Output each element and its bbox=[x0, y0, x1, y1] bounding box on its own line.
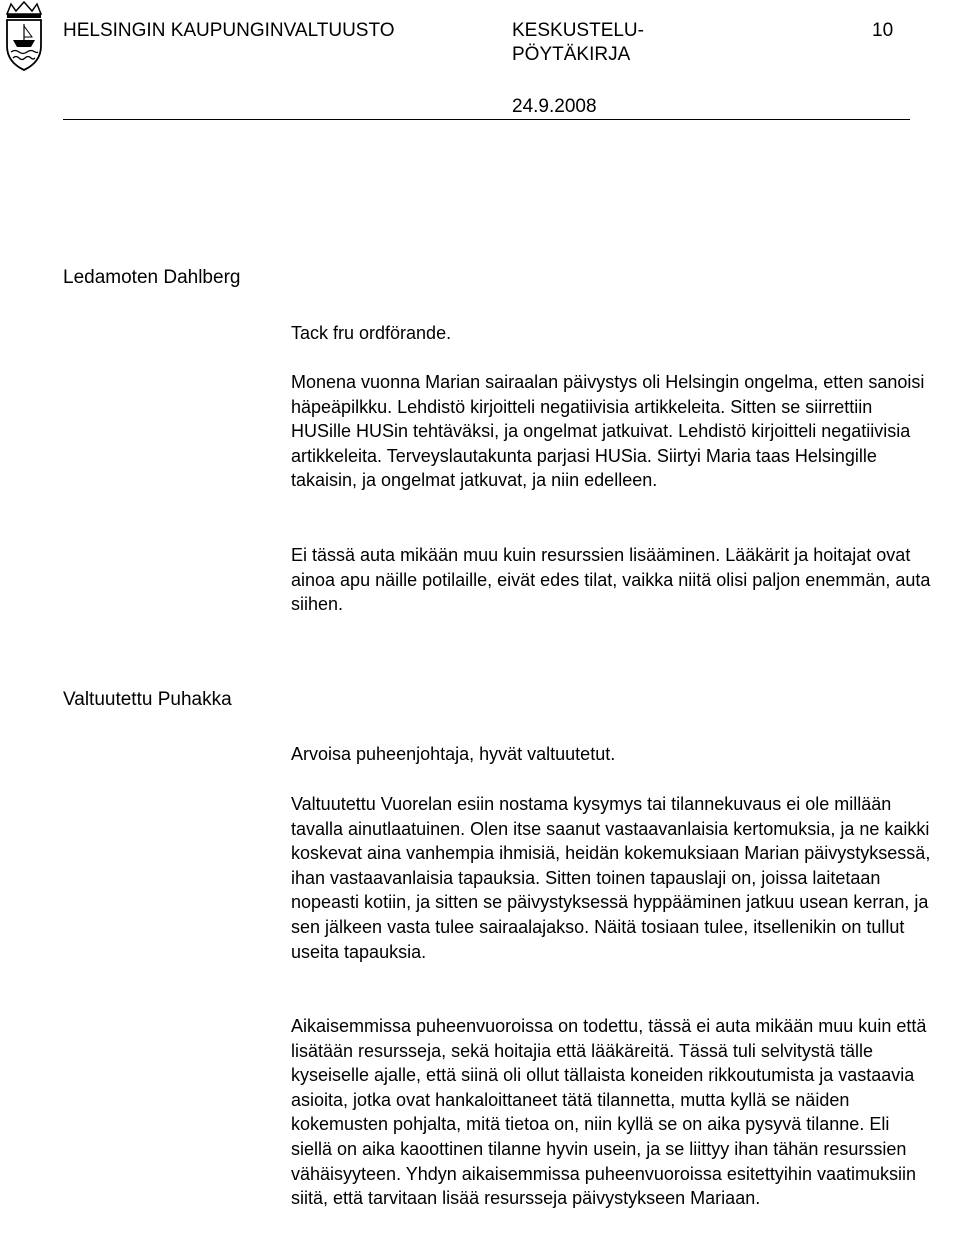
speech-paragraph: Valtuutettu Vuorelan esiin nostama kysymys tai tilannekuvaus ei ole millään tavalla ainutlaatuinen. Olen itse saanut vastaavanlaisia kertomuksia, ja ne kaikki koskevat aina vanhempia ihmisiä, heidän kokemuksiaan Marian päivystyksessä, ihan vastaavanlaisia tapauksia. Sitten toinen tapauslaji on, joissa laitetaan nopeasti kotiin, ja sitten se päivystyksessä hyppääminen jatkuu usean kerran, ja sen jälkeen vasta tulee sairaalajakso. Näitä tosiaan tulee, itsellenikin on tullut useita tapauksia. bbox=[291, 794, 931, 962]
header-document-type: KESKUSTELU-PÖYTÄKIRJA bbox=[512, 20, 644, 65]
header-rule bbox=[63, 119, 910, 120]
speaker-name: Ledamoten Dahlberg bbox=[63, 267, 241, 288]
speech-paragraph: Aikaisemmissa puheenvuoroissa on todettu, tässä ei auta mikään muu kuin että lisätään resursseja, sekä hoitajia että lääkäreitä. Tässä tuli selvitystä tälle kyseiselle ajalle, että siinä oli ollut tällaista koneiden rikkoutumista ja vastaavia asioita, jotka ovat hankaloittaneet tätä tilannetta, mutta kyllä se näiden kokemusten pohjalta, mitä tietoa on, niin kyllä se on aika pysyvä tilanne. Eli siellä on aika kaoottinen tilanne hyvin usein, ja se liittyy ihan tähän resurssien vähäisyyteen. Yhdyn aikaisemmissa puheenvuoroissa esitettyihin vaatimuksiin siitä, että tarvitaan lisää resursseja päivystykseen Mariaan. bbox=[291, 1016, 927, 1209]
speech-paragraph: Monena vuonna Marian sairaalan päivystys oli Helsingin ongelma, etten sanoisi häpeäpilkku. Lehdistö kirjoitteli negatiivisia artikkeleita. Sitten se siirrettiin HUSille HUSin tehtäväksi, ja ongelmat jatkuivat. Lehdistö kirjoitteli negatiivisia artikkeleita. Terveyslautakunta parjasi HUSia. Siirtyi Maria taas Helsingille takaisin, ja ongelmat jatkuvat, ja niin edelleen. bbox=[291, 372, 925, 491]
speech-paragraph: Arvoisa puheenjohtaja, hyvät valtuutetut. bbox=[291, 744, 616, 764]
speaker-name: Valtuutettu Puhakka bbox=[63, 689, 232, 710]
speech-paragraph: Tack fru ordförande. bbox=[291, 323, 452, 343]
header-page-number: 10 bbox=[872, 20, 894, 41]
helsinki-crest-logo bbox=[1, 0, 47, 74]
header-organization: HELSINGIN KAUPUNGINVALTUUSTO bbox=[63, 20, 395, 41]
speech-paragraph: Ei tässä auta mikään muu kuin resurssien lisääminen. Lääkärit ja hoitajat ovat ainoa apu näille potilaille, eivät edes tilat, vaikka niitä olisi paljon enemmän, auta siihen. bbox=[291, 545, 931, 615]
header-date: 24.9.2008 bbox=[512, 96, 597, 117]
